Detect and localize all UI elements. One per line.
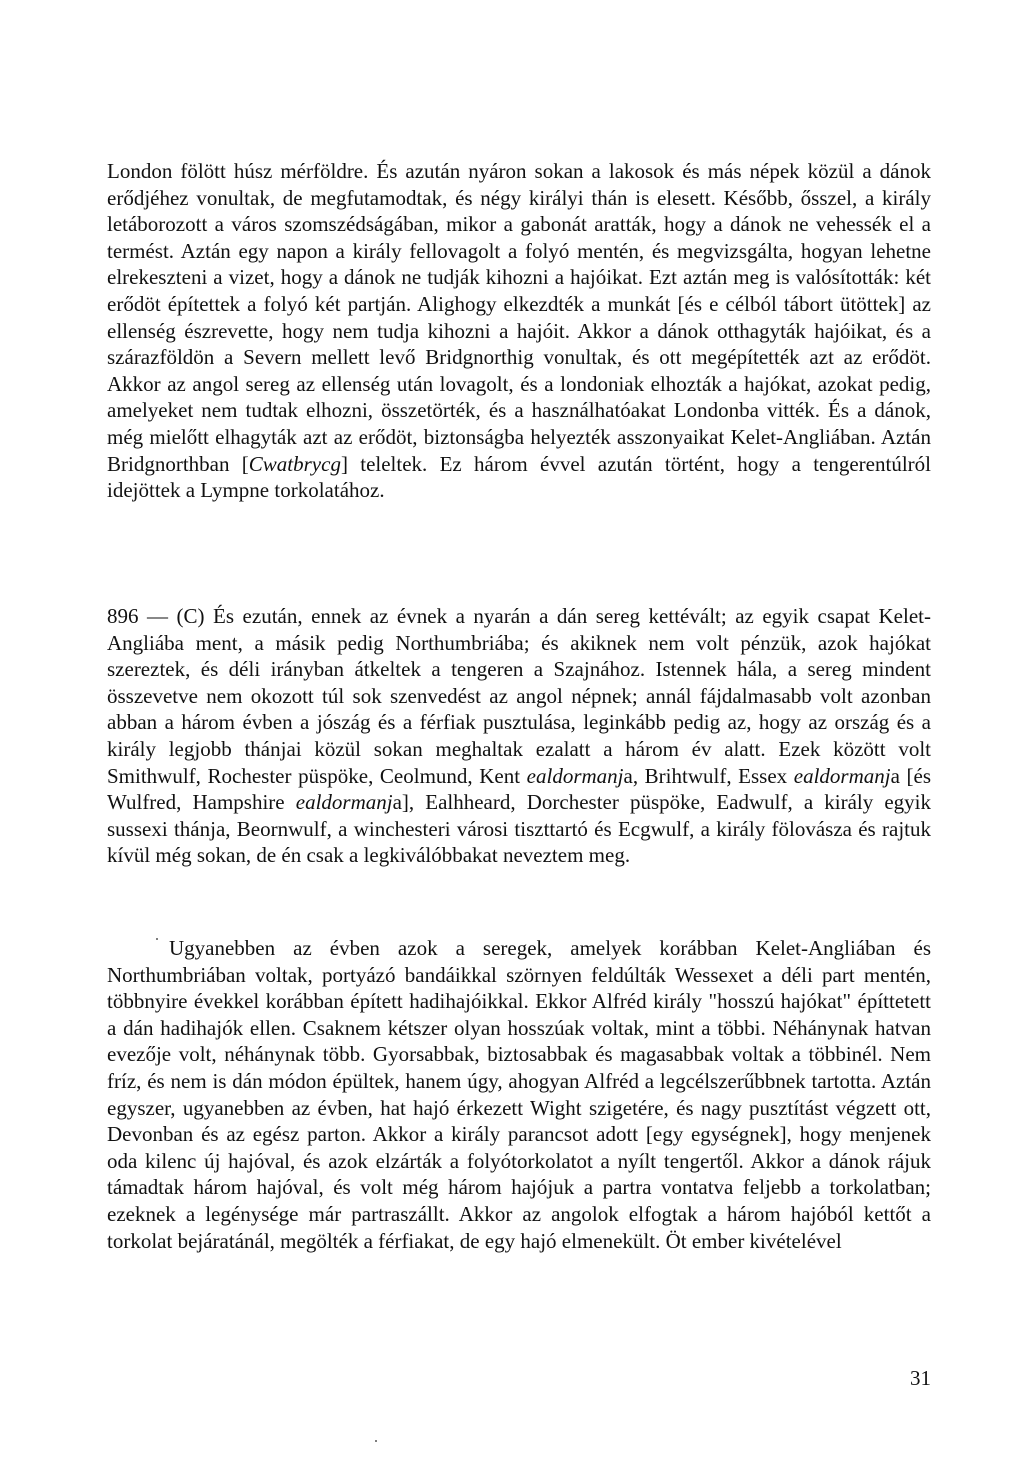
text-run: a, Brihtwulf, Essex — [623, 763, 794, 788]
text-run: Ugyanebben az évben azok a seregek, amelyek korábban Kelet-Angliában és Northumbriában voltak, portyázó bandáikkal szörnyen feldúlták Wessexet a déli part mentén, többnyire évekkel korábban épített hadihajóikkal. Ekkor Alfréd király "hosszú hajókat" építtetett a dán hadihajók ellen. Csaknem kétszer olyan hosszúak voltak, mint a többi. Néhánynak hatvan evezője volt, néhánynak több. Gyorsabbak, biztosabbak és magasabbak voltak a többinél. Nem fríz, és nem is dán módon épültek, hanem úgy, ahogyan Alfréd a legcélszerűbbnek tartotta. Aztán egyszer, ugyanebben az évben, hat hajó érkezett Wight szigetére, és nagy pusztítást végzett ott, Devonban és az egész parton. Akkor a király parancsot adott [egy egységnek], hogy menjenek oda kilenc új hajóval, és azok elzárták a folyótorkolatot a nyílt tengertől. Akkor a dánok rájuk támadtak három hajóval, és volt még három hajójuk a partra vontatva feljebb a torkolatban; ezeknek a legénysége már partraszállt. Akkor az angolok elfogtak a három hajóból kettőt a torkolat bejáratánál, megölték a férfiakat, de egy hajó elmenekült. Öt ember kivételével — [107, 936, 931, 1253]
page-number: 31 — [910, 1366, 931, 1390]
scan-speck — [375, 1440, 377, 1442]
italic-term: ealdormanj — [526, 763, 624, 788]
text-run: a [és Wulfred, Hampshire — [107, 763, 931, 815]
text-run: ] teleltek. Ez három évvel azután történt, hogy a tengerentúlról idejöttek a Lympne torkolatához. — [107, 451, 931, 503]
paragraph-896 — [107, 603, 931, 869]
italic-term: ealdormanj — [793, 763, 891, 788]
text-run: a], Ealhheard, Dorchester püspöke, Eadwulf, a király egyik sussexi thánja, Beornwulf, a winchesteri városi tiszttartó és Ecgwulf, a király fölovásza és rajtuk kívül még sokan, de én csak a legkiválóbbakat neveztem meg. — [107, 790, 932, 868]
italic-term: Cwatbrycg — [248, 451, 341, 476]
scan-speck — [156, 938, 158, 940]
paragraph-london — [107, 158, 931, 504]
text-run: London fölött húsz mérföldre. És azután nyáron sokan a lakosok és más népek közül a dánok erődjéhez vonultak, de megfutamodtak, és négy királyi thán is elesett. Később, ősszel, a király letáborozott a város szomszédságában, mikor a gabonát aratták, hogy a dánok ne vehessék el a termést. Aztán egy napon a király fellovagolt a folyó mentén, és megvizsgálta, hogyan lehetne elrekeszteni a vizet, hogy a dánok ne tudják kihozni a hajóikat. Ezt aztán meg is valósították: két erődöt építettek a folyó két partján. Alighogy elkezdték a munkát [és e célból tábort ütöttek] az ellenség észrevette, hogy nem tudja kihozni a hajóit. Akkor a dánok otthagyták hajóikat, és a szárazföldön a Severn mellett levő Bridgnorthig vonultak, és ott megépítették azt az erődöt. Akkor az angol sereg az ellenség után lovagolt, és a londoniak elhozták a hajókat, azokat pedig, amelyeket nem tudtak elhozni, összetörték, és a használhatóakat Londonba vitték. És a dánok, még mielőtt elhagyták azt az erődöt, biztonságba helyezték asszonyaikat Kelet-Angliában. Aztán Bridgnorthban [ — [107, 159, 931, 476]
text-run: 896 — (C) És ezután, ennek az évnek a nyarán a dán sereg kettévált; az egyik csapat Kelet-Angliába ment, a másik pedig Northumbriába; és akiknek nem volt pénzük, azok hajókat szereztek, és déli irányban átkeltek a tengeren a Szajnához. Istennek hála, a sereg mindent összevetve nem okozott túl sok szenvedést az angol népnek; annál fájdalmasabb volt azonban abban a három évben a jószág és a férfiak pusztulása, leginkább pedig az, hogy az ország és a király legjobb thánjai közül sokan meghaltak ezalatt a három év alatt. Ezek között volt Smithwulf, Rochester püspöke, Ceolmund, Kent — [107, 604, 931, 788]
italic-term: ealdormanj — [295, 790, 393, 815]
paragraph-ugyanebben — [107, 935, 931, 1254]
